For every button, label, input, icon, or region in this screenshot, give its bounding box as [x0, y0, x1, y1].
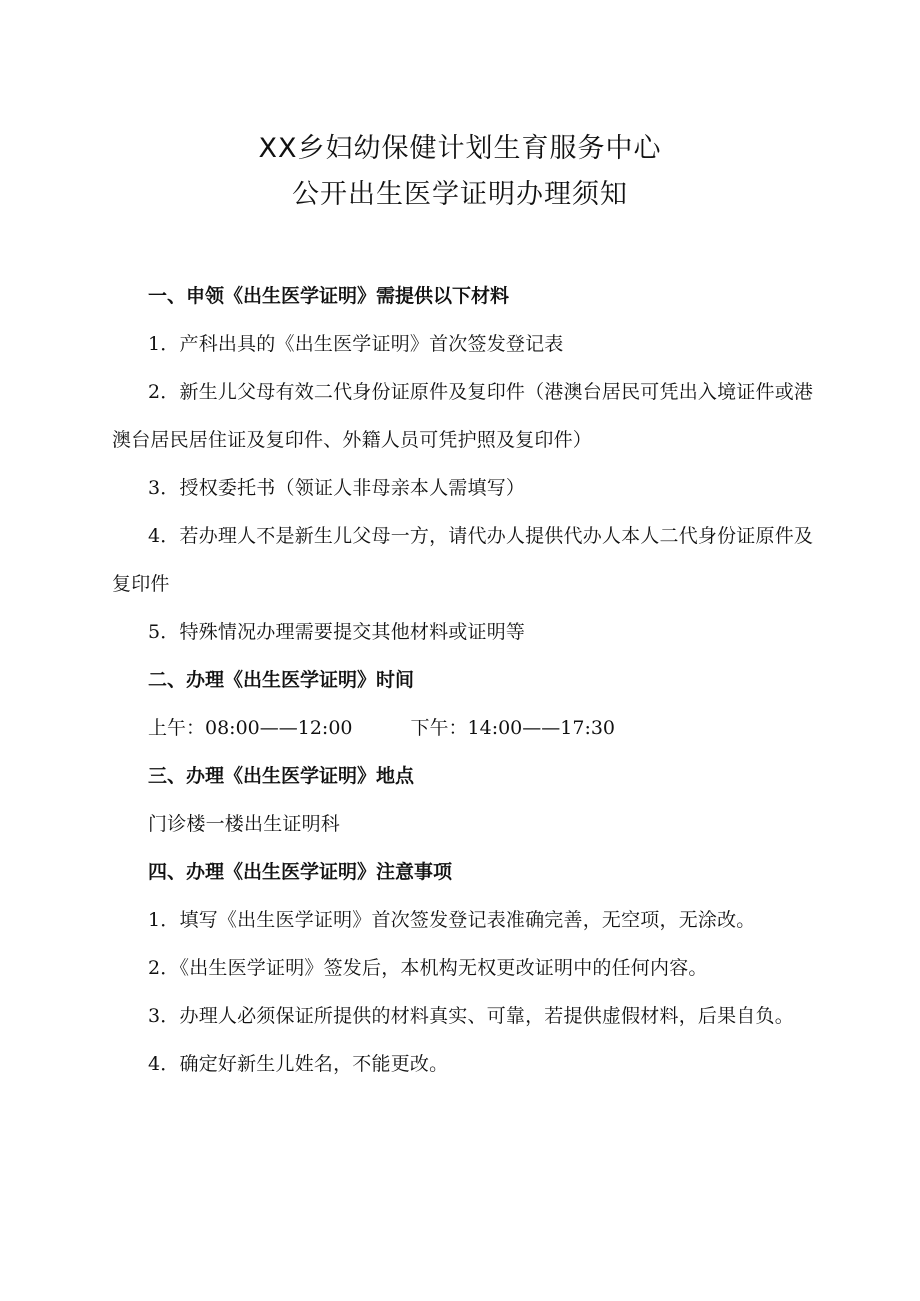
- title-line-1: XX乡妇幼保健计划生育服务中心: [258, 133, 662, 164]
- document-body: [112, 272, 827, 1088]
- office-hours-am: 上午：08:00——12:00: [148, 717, 353, 739]
- section-3-heading: 三、办理《出生医学证明》地点: [148, 765, 415, 787]
- section-1-item-1: 1．产科出具的《出生医学证明》首次签发登记表: [148, 333, 564, 355]
- section-1-item-3: 3．授权委托书（领证人非母亲本人需填写）: [148, 477, 526, 499]
- office-hours-pm: 下午：14:00——17:30: [410, 717, 616, 739]
- section-1-item-2: 2．新生儿父母有效二代身份证原件及复印件（港澳台居民可凭出入境证件或港澳台居民居住证及复印件、外籍人员可凭护照及复印件）: [112, 381, 814, 451]
- office-hours: [112, 704, 827, 752]
- section-4-item-3: 3．办理人必须保证所提供的材料真实、可靠，若提供虚假材料，后果自负。: [148, 1005, 794, 1027]
- document-title: [0, 126, 920, 218]
- section-1-item-4: 4．若办理人不是新生儿父母一方，请代办人提供代办人本人二代身份证原件及复印件: [112, 525, 814, 595]
- office-location: 门诊楼一楼出生证明科: [148, 813, 341, 835]
- section-4-item-2: 2．《出生医学证明》签发后，本机构无权更改证明中的任何内容。: [148, 957, 708, 979]
- section-1-item-5: 5．特殊情况办理需要提交其他材料或证明等: [148, 621, 526, 643]
- section-1-heading: 一、申领《出生医学证明》需提供以下材料: [148, 285, 510, 307]
- section-4-heading: 四、办理《出生医学证明》注意事项: [148, 861, 453, 883]
- section-4-item-1: 1．填写《出生医学证明》首次签发登记表准确完善，无空项，无涂改。: [148, 909, 756, 931]
- section-2-heading: 二、办理《出生医学证明》时间: [148, 669, 415, 691]
- title-line-2: 公开出生医学证明办理须知: [292, 179, 628, 210]
- section-4-item-4: 4．确定好新生儿姓名，不能更改。: [148, 1053, 449, 1075]
